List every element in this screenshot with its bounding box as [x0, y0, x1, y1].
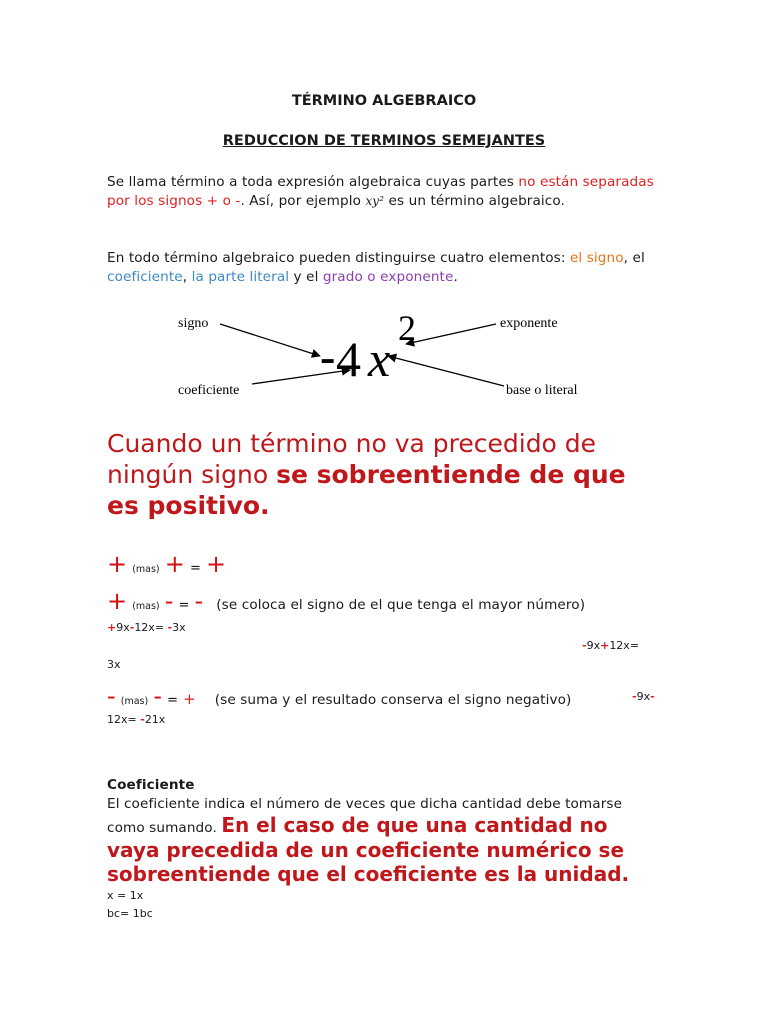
intro-highlight: no están separadas: [518, 174, 654, 190]
coeficiente-text-2: como sumando.: [107, 820, 222, 836]
elements-line-2: [107, 269, 458, 285]
ex1-sign-2: -: [129, 621, 135, 634]
parte-literal-term: la parte literal: [191, 269, 290, 285]
rule3-equals: =: [167, 693, 178, 708]
label-signo: signo: [178, 316, 209, 331]
notice-text: ningún signo: [107, 460, 277, 489]
term-coefficient: 4: [336, 331, 361, 387]
ex3-term-2: 12x=: [107, 713, 141, 726]
coeficiente-emphasis-1: En el caso de que una cantidad no: [221, 813, 608, 837]
subtitle-text: REDUCCION DE TERMINOS SEMEJANTES: [222, 133, 546, 149]
elements-line-1: [107, 250, 645, 266]
label-exponente: exponente: [500, 316, 558, 331]
rule-plus-minus: [107, 587, 585, 615]
rule3-mas: (mas): [120, 696, 149, 707]
term-sign: -: [320, 331, 336, 382]
intro-text-3: es un término algebraico.: [384, 193, 565, 209]
ex1-result-sign: -: [167, 621, 173, 634]
intro-text-2: . Así, por ejemplo: [240, 193, 366, 209]
rule1-result: +: [205, 550, 227, 578]
intro-text: Se llama término a toda expresión algebraica cuyas partes: [107, 174, 519, 190]
elements-sep: ,: [182, 269, 192, 285]
label-coeficiente: coeficiente: [178, 383, 240, 398]
rule2-result: -: [194, 587, 204, 615]
coeficiente-line-2: [107, 813, 607, 837]
ex1-term-2: 12x=: [134, 621, 168, 634]
rule1-mas: (mas): [132, 564, 160, 575]
label-base: base o literal: [506, 383, 578, 398]
intro-line-1: [107, 174, 654, 190]
rule-plus-plus: [107, 550, 226, 578]
rule2-mas: (mas): [132, 601, 160, 612]
ex3-term-1: 9x: [636, 690, 651, 703]
arrow-base: [388, 356, 504, 386]
notice-emphasis: se sobreentiende de que: [276, 460, 626, 489]
coeficiente-heading: Coeficiente: [107, 777, 195, 793]
ex3-sign-2: -: [650, 690, 655, 703]
ex2-sign-2: +: [600, 639, 610, 652]
ex1-result: 3x: [172, 621, 186, 634]
coeficiente-example-2: bc= 1bc: [107, 907, 153, 920]
rule1-sign-2: +: [164, 550, 185, 578]
term-variable: x: [368, 331, 391, 387]
intro-math: xy²: [365, 194, 385, 208]
coeficiente-example-1: x = 1x: [107, 889, 144, 902]
notice-line-2: [107, 460, 626, 489]
term-exponent: 2: [398, 308, 416, 348]
coeficiente-line-1: El coeficiente indica el número de veces que dicha cantidad debe tomarse: [107, 796, 623, 812]
example-3-end: [107, 713, 165, 726]
coeficiente-line-4: sobreentiende que el coeficiente es la unidad.: [107, 862, 630, 886]
example-2-result: 3x: [107, 658, 121, 671]
ex1-sign-1: +: [107, 621, 117, 634]
rule2-equals: =: [178, 598, 190, 613]
arrow-exponente: [406, 324, 496, 344]
arrow-signo: [220, 324, 320, 356]
page-subtitle: [0, 133, 768, 149]
ex2-term-2: 12x=: [609, 639, 640, 652]
elements-period: .: [453, 269, 458, 285]
coeficiente-line-3: vaya precedida de un coeficiente numérico se: [107, 838, 625, 862]
ex2-term-1: 9x: [586, 639, 601, 652]
rule1-equals: =: [189, 561, 201, 576]
example-1: [107, 621, 186, 634]
intro-line-2: [107, 193, 565, 209]
rule2-note: (se coloca el signo de el que tenga el mayor número): [216, 597, 586, 613]
rule3-result: +: [183, 690, 196, 708]
elements-text: En todo término algebraico pueden distinguirse cuatro elementos:: [107, 250, 570, 266]
rule3-sign-2: -: [153, 682, 162, 710]
rule-minus-minus: [107, 682, 571, 710]
ex3-result: 21x: [144, 713, 166, 726]
rule3-sign-1: -: [107, 682, 116, 710]
term-diagram: [170, 300, 590, 410]
notice-line-1: Cuando un término no va precedido de: [107, 429, 597, 458]
elements-text-d: y el: [289, 269, 323, 285]
example-3-start: [632, 690, 655, 703]
elements-text-b: , el: [623, 250, 645, 266]
ex3-sign-1: -: [632, 690, 637, 703]
rule1-sign-1: +: [107, 550, 128, 578]
ex2-sign-1: -: [582, 639, 587, 652]
ex3-result-sign: -: [140, 713, 145, 726]
grado-term: grado o exponente: [322, 269, 454, 285]
page-title: TÉRMINO ALGEBRAICO: [291, 93, 477, 109]
notice-line-3: es positivo.: [107, 491, 270, 520]
rule3-note: (se suma y el resultado conserva el signo negativo): [214, 692, 572, 708]
ex1-term-1: 9x: [116, 621, 130, 634]
rule2-sign-1: +: [107, 587, 128, 615]
rule2-sign-2: -: [164, 587, 174, 615]
example-2: [582, 639, 639, 652]
intro-highlight-2: por los signos + o -: [107, 193, 241, 209]
coeficiente-term: coeficiente: [107, 269, 183, 285]
signo-term: el signo: [569, 250, 624, 266]
